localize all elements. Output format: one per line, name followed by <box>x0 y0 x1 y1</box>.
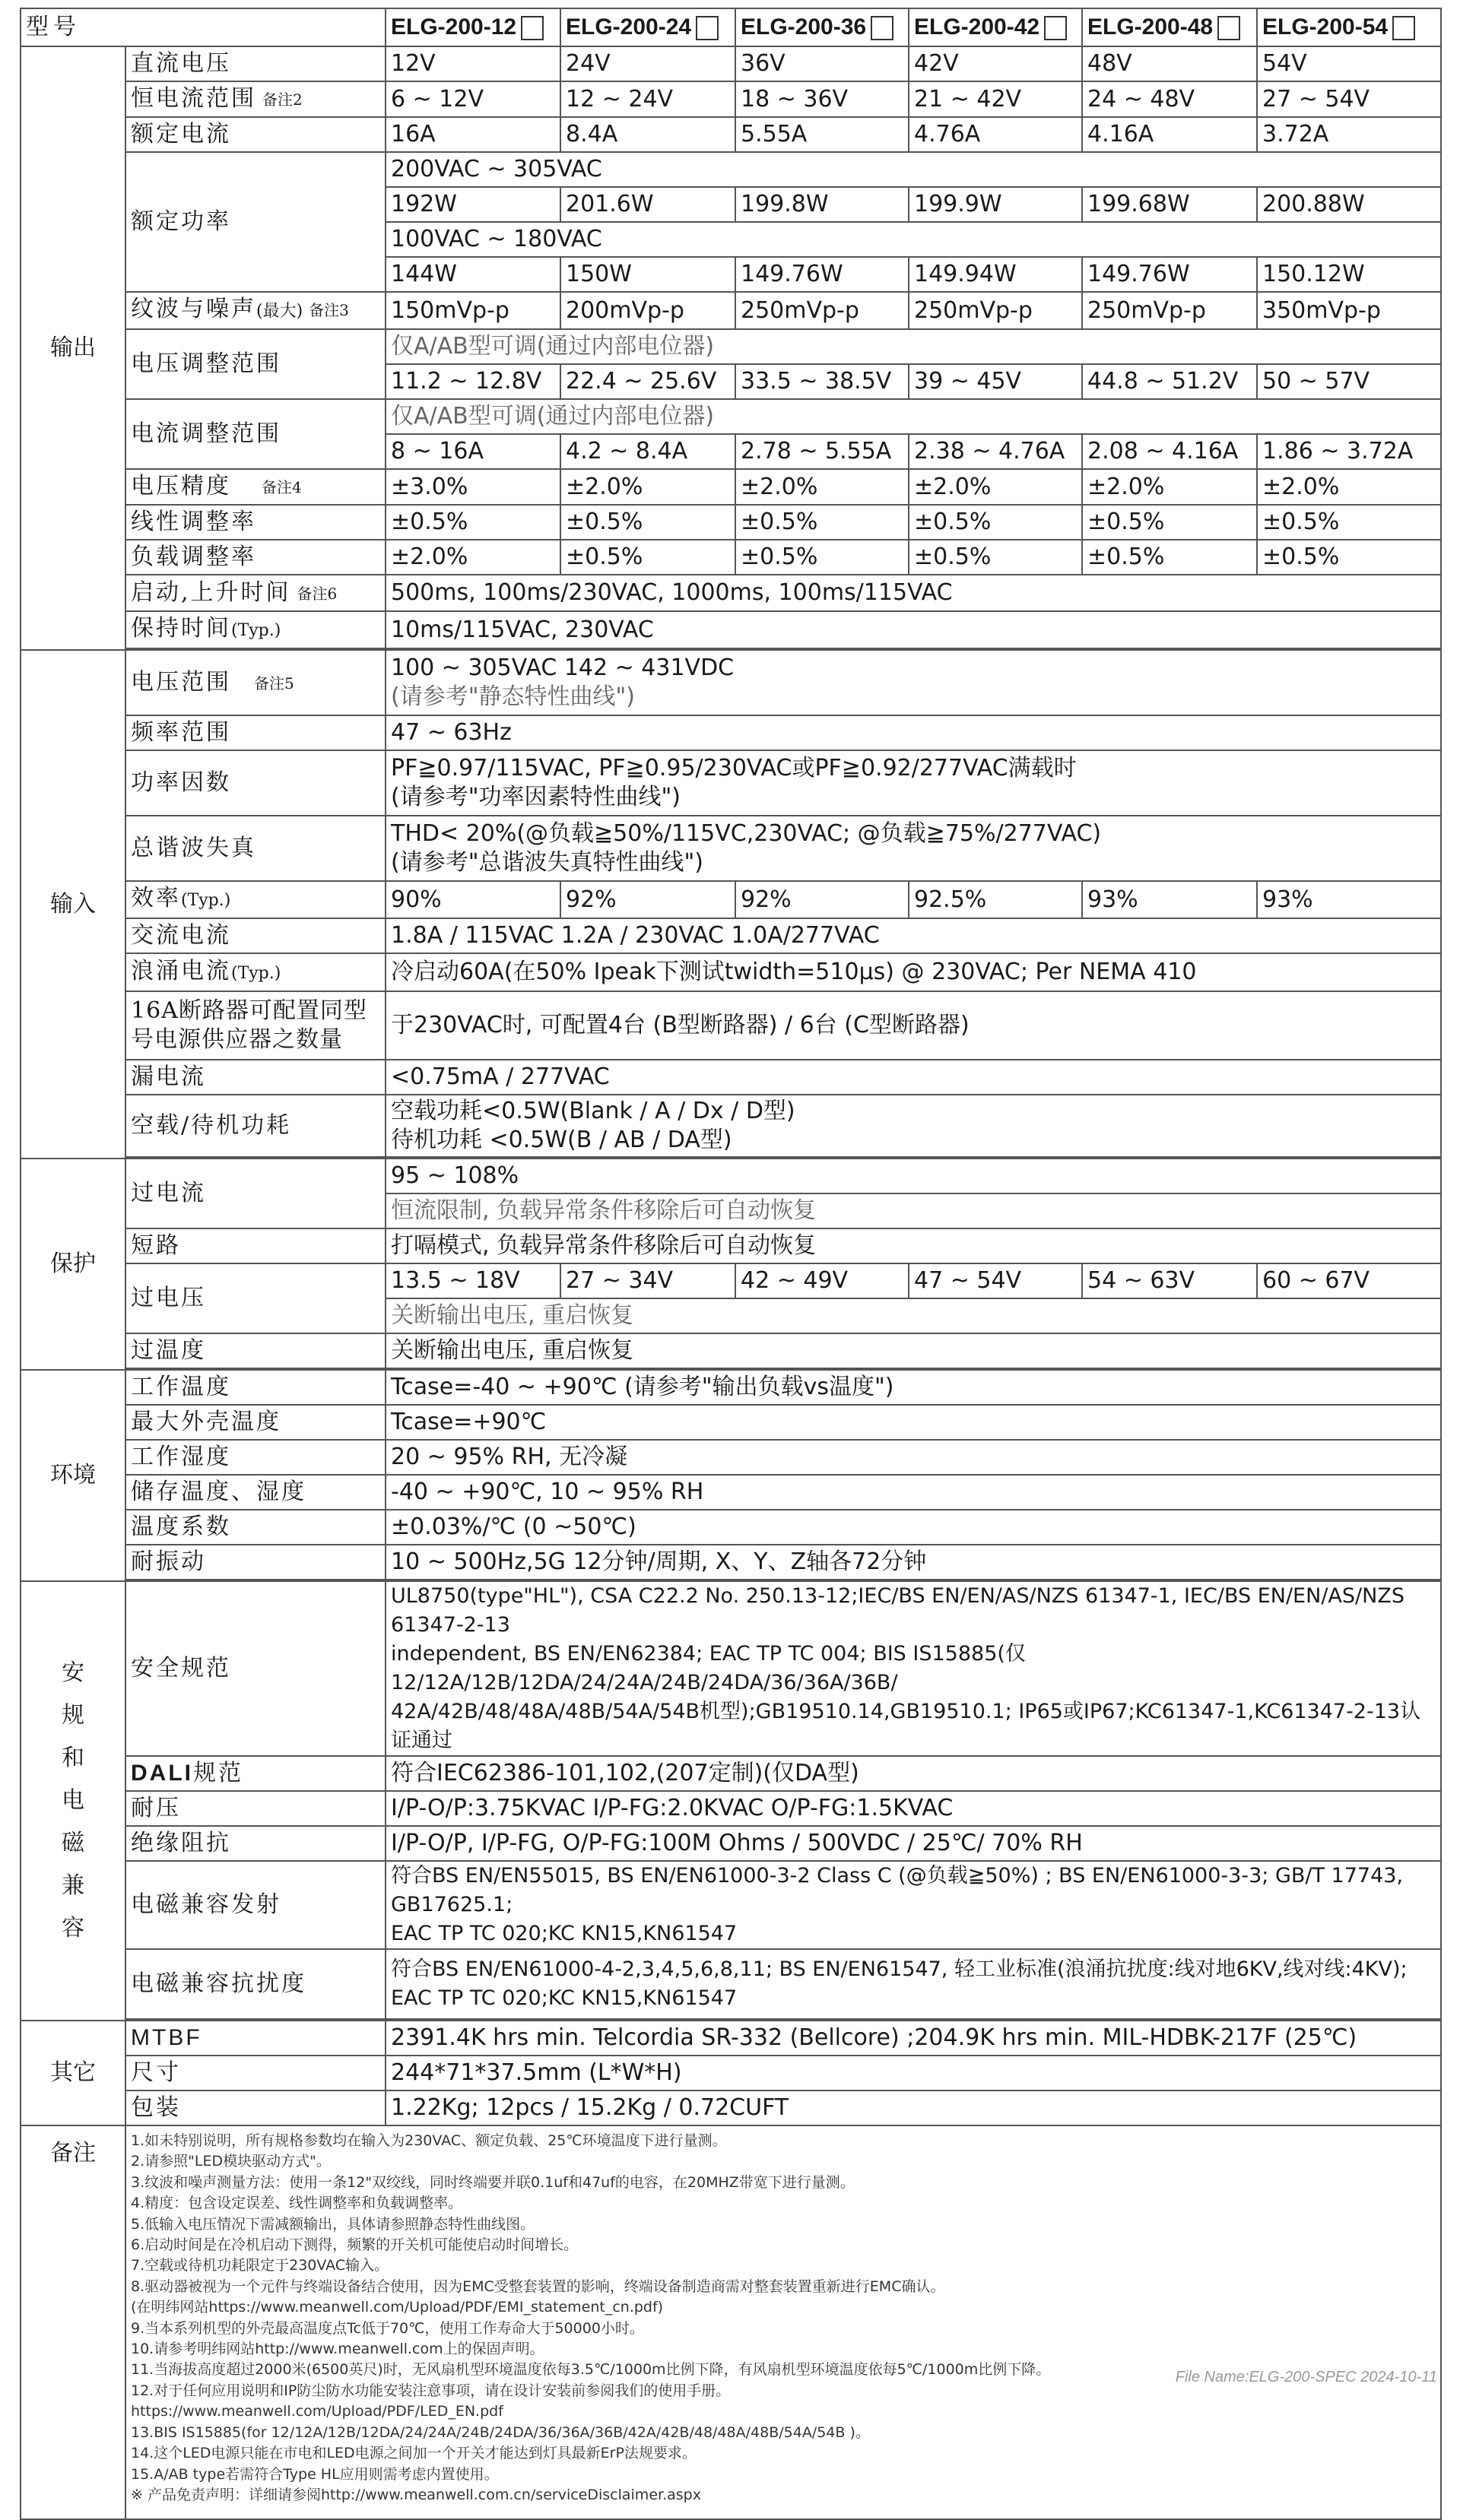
ac-current-value: 1.8A / 115VAC 1.2A / 230VAC 1.0A/277VAC <box>386 918 1441 953</box>
isolation-value: I/P-O/P, I/P-FG, O/P-FG:100M Ohms / 500VDC / 25℃/ 70% RH <box>386 1826 1441 1861</box>
value: 8 ~ 16A <box>386 434 560 469</box>
leakage-value: <0.75mA / 277VAC <box>386 1060 1441 1095</box>
breaker-value: 于230VAC时, 可配置4台 (B型断路器) / 6台 (C型断路器) <box>386 991 1441 1060</box>
value: 36V <box>735 46 909 81</box>
value: 47 ~ 54V <box>909 1263 1082 1298</box>
max-case-label: 最大外壳温度 <box>125 1405 386 1440</box>
value: ±0.5% <box>560 505 735 540</box>
over-temp-label: 过温度 <box>125 1333 386 1368</box>
packing-label: 包装 <box>125 2090 386 2125</box>
dc-voltage-row <box>21 46 1441 81</box>
value: 12V <box>386 46 560 81</box>
value: 3.72A <box>1257 117 1441 152</box>
emc-emission-label: 电磁兼容发射 <box>125 1861 386 1949</box>
inrush-value: 冷启动60A(在50% Ipeak下测试twidth=510μs) @ 230VAC; Per NEMA 410 <box>386 953 1441 991</box>
value: 21 ~ 42V <box>909 81 1082 117</box>
model-42: ELG-200-42 <box>909 8 1082 46</box>
ac-current-row <box>21 918 1441 953</box>
note-line: 7.空载或待机功耗限定于230VAC输入。 <box>131 2257 389 2274</box>
notes-list <box>125 2125 1441 2519</box>
short-row <box>21 1228 1441 1263</box>
working-hum-label: 工作湿度 <box>125 1440 386 1475</box>
rated-current-label: 额定电流 <box>125 117 386 152</box>
hold-row <box>21 611 1441 648</box>
pf-row <box>21 750 1441 816</box>
model-header-row <box>21 8 1441 46</box>
checkbox-icon <box>521 16 544 40</box>
working-temp-row <box>21 1370 1441 1405</box>
pf-value: PF≧0.97/115VAC, PF≧0.95/230VAC或PF≧0.92/277VAC满载时 (请参考"功率因素特性曲线") <box>386 750 1441 816</box>
section-environment: 环境 <box>21 1370 125 1581</box>
temp-coeff-value: ±0.03%/℃ (0 ~50℃) <box>386 1510 1441 1545</box>
value: ±2.0% <box>735 469 909 505</box>
no-load-value: 空载功耗<0.5W(Blank / A / Dx / D型) 待机功耗 <0.5W(B / AB / DA型) <box>386 1095 1441 1157</box>
emc-emission-value: 符合BS EN/EN55015, BS EN/EN61000-3-2 Class C (@负载≧50%) ; BS EN/EN61000-3-3; GB/T 17743, GB17625.1; EAC TP TC 020;KC KN15,KN61547 <box>386 1861 1441 1949</box>
value: 42 ~ 49V <box>735 1263 909 1298</box>
value: 150W <box>560 257 735 292</box>
dc-voltage-label: 直流电压 <box>125 46 386 81</box>
section-others: 其它 <box>21 2021 125 2125</box>
over-temp-value: 关断输出电压, 重启恢复 <box>386 1333 1441 1368</box>
note-line: 15.A/AB type若需符合Type HL应用则需考虑内置使用。 <box>131 2465 499 2483</box>
current-adj-desc: 仅A/AB型可调(通过内部电位器) <box>386 399 1441 434</box>
no-load-label: 空载/待机功耗 <box>125 1095 386 1157</box>
voltage-range-value: 100 ~ 305VAC 142 ~ 431VDC (请参考"静态特性曲线") <box>386 650 1441 715</box>
model-label: 型号 <box>21 8 386 46</box>
ripple-label: 纹波与噪声(最大) 备注3 <box>125 292 386 329</box>
emc-immunity-label: 电磁兼容抗扰度 <box>125 1949 386 2019</box>
over-current-label: 过电流 <box>125 1159 386 1228</box>
value: 2.38 ~ 4.76A <box>909 434 1082 469</box>
value: 18 ~ 36V <box>735 81 909 117</box>
note-line: (在明纬网站https://www.meanwell.com/Upload/PDF/EMI_statement_cn.pdf) <box>131 2299 664 2316</box>
current-adj-row <box>21 399 1441 434</box>
model-54: ELG-200-54 <box>1257 8 1441 46</box>
value: 92% <box>735 881 909 918</box>
value: 93% <box>1082 881 1257 918</box>
value: 149.76W <box>735 257 909 292</box>
note-line: 2.请参照"LED模块驱动方式"。 <box>131 2153 331 2170</box>
value: 22.4 ~ 25.6V <box>560 364 735 399</box>
no-load-row <box>21 1095 1441 1157</box>
value: 200.88W <box>1257 187 1441 222</box>
value: ±0.5% <box>909 540 1082 575</box>
voltage-tol-row <box>21 469 1441 505</box>
model-24: ELG-200-24 <box>560 8 735 46</box>
setup-label: 启动,上升时间 备注6 <box>125 575 386 611</box>
working-hum-value: 20 ~ 95% RH, 无冷凝 <box>386 1440 1441 1475</box>
emc-immunity-value: 符合BS EN/EN61000-4-2,3,4,5,6,8,11; BS EN/EN61547, 轻工业标准(浪涌抗扰度:线对地6KV,线对线:4KV); EAC TP TC 020;KC KN15,KN61547 <box>386 1949 1441 2019</box>
vibration-row <box>21 1545 1441 1580</box>
section-protection: 保护 <box>21 1159 125 1370</box>
voltage-adj-label: 电压调整范围 <box>125 329 386 399</box>
packing-row <box>21 2090 1441 2125</box>
value: 27 ~ 54V <box>1257 81 1441 117</box>
note-line: 3.纹波和噪声测量方法：使用一条12"双绞线，同时终端要并联0.1uf和47uf的电容，在20MHZ带宽下进行量测。 <box>131 2173 855 2191</box>
value: ±2.0% <box>560 469 735 505</box>
ac-current-label: 交流电流 <box>125 918 386 953</box>
note-line: 9.当本系列机型的外壳最高温度点Tc低于70℃，使用工作寿命大于50000小时。 <box>131 2319 644 2337</box>
value: 6 ~ 12V <box>386 81 560 117</box>
value: 48V <box>1082 46 1257 81</box>
value: 2.78 ~ 5.55A <box>735 434 909 469</box>
value: 192W <box>386 187 560 222</box>
value: 149.76W <box>1082 257 1257 292</box>
value: 350mVp-p <box>1257 292 1441 329</box>
efficiency-label: 效率(Typ.) <box>125 881 386 918</box>
value: ±0.5% <box>1082 540 1257 575</box>
load-reg-label: 负载调整率 <box>125 540 386 575</box>
dali-value: 符合IEC62386-101,102,(207定制)(仅DA型) <box>386 1756 1441 1791</box>
packing-value: 1.22Kg; 12pcs / 15.2Kg / 0.72CUFT <box>386 2090 1441 2125</box>
ripple-row <box>21 292 1441 329</box>
value: 11.2 ~ 12.8V <box>386 364 560 399</box>
value: ±2.0% <box>386 540 560 575</box>
short-value: 打嗝模式, 负载异常条件移除后可自动恢复 <box>386 1228 1441 1263</box>
note-line: ※ 产品免责声明：详细请参阅http://www.meanwell.com.cn/serviceDisclaimer.aspx <box>131 2486 701 2503</box>
checkbox-icon <box>696 16 719 40</box>
load-reg-row <box>21 540 1441 575</box>
over-voltage-desc: 关断输出电压, 重启恢复 <box>386 1298 1441 1333</box>
breaker-row <box>21 991 1441 1060</box>
value: 50 ~ 57V <box>1257 364 1441 399</box>
value: 92.5% <box>909 881 1082 918</box>
value: 250mVp-p <box>909 292 1082 329</box>
isolation-row <box>21 1826 1441 1861</box>
thd-row <box>21 816 1441 881</box>
value: 200mVp-p <box>560 292 735 329</box>
rated-power-label: 额定功率 <box>125 152 386 292</box>
dimension-value: 244*71*37.5mm (L*W*H) <box>386 2056 1441 2090</box>
rated-power-row <box>21 152 1441 187</box>
dimension-row <box>21 2056 1441 2090</box>
setup-value: 500ms, 100ms/230VAC, 1000ms, 100ms/115VAC <box>386 575 1441 611</box>
cc-range-row <box>21 81 1441 117</box>
emc-emission-row <box>21 1861 1441 1949</box>
thd-label: 总谐波失真 <box>125 816 386 881</box>
value: ±0.5% <box>1082 505 1257 540</box>
vibration-label: 耐振动 <box>125 1545 386 1580</box>
value: 27 ~ 34V <box>560 1263 735 1298</box>
checkbox-icon <box>1044 16 1067 40</box>
value: 54 ~ 63V <box>1082 1263 1257 1298</box>
breaker-label: 16A断路器可配置同型 号电源供应器之数量 <box>125 991 386 1060</box>
mtbf-value: 2391.4K hrs min. Telcordia SR-332 (Bellcore) ;204.9K hrs min. MIL-HDBK-217F (25℃) <box>386 2021 1441 2056</box>
working-hum-row <box>21 1440 1441 1475</box>
model-36: ELG-200-36 <box>735 8 909 46</box>
value: 8.4A <box>560 117 735 152</box>
short-label: 短路 <box>125 1228 386 1263</box>
value: 44.8 ~ 51.2V <box>1082 364 1257 399</box>
vibration-value: 10 ~ 500Hz,5G 12分钟/周期, X、Y、Z轴各72分钟 <box>386 1545 1441 1580</box>
note-line: 10.请参考明纬网站http://www.meanwell.com上的保固声明。 <box>131 2341 544 2358</box>
value: 149.94W <box>909 257 1082 292</box>
value: 250mVp-p <box>735 292 909 329</box>
value: 90% <box>386 881 560 918</box>
checkbox-icon <box>1217 16 1240 40</box>
mtbf-row <box>21 2021 1441 2056</box>
value: 150mVp-p <box>386 292 560 329</box>
withstand-label: 耐压 <box>125 1791 386 1826</box>
note-line: 6.启动时间是在冷机启动下测得，频繁的开关机可能使启动时间增长。 <box>131 2236 579 2254</box>
value: ±0.5% <box>735 505 909 540</box>
value: 42V <box>909 46 1082 81</box>
value: 24V <box>560 46 735 81</box>
section-safety: 安规和电磁兼容 <box>21 1581 125 2021</box>
over-current-value: 95 ~ 108% <box>386 1159 1441 1193</box>
value: 33.5 ~ 38.5V <box>735 364 909 399</box>
value: 1.86 ~ 3.72A <box>1257 434 1441 469</box>
section-notes: 备注 <box>21 2125 125 2519</box>
checkbox-icon <box>1392 16 1415 40</box>
value: ±2.0% <box>909 469 1082 505</box>
line-reg-row <box>21 505 1441 540</box>
withstand-value: I/P-O/P:3.75KVAC I/P-FG:2.0KVAC O/P-FG:1.5KVAC <box>386 1791 1441 1826</box>
leakage-label: 漏电流 <box>125 1060 386 1095</box>
value: 199.9W <box>909 187 1082 222</box>
storage-value: -40 ~ +90℃, 10 ~ 95% RH <box>386 1475 1441 1510</box>
storage-row <box>21 1475 1441 1510</box>
value: 4.76A <box>909 117 1082 152</box>
setup-row <box>21 575 1441 611</box>
value: ±3.0% <box>386 469 560 505</box>
over-current-desc: 恒流限制, 负载异常条件移除后可自动恢复 <box>386 1193 1441 1228</box>
value: ±0.5% <box>560 540 735 575</box>
note-line: 4.精度：包含设定误差、线性调整率和负载调整率。 <box>131 2195 463 2212</box>
value: 13.5 ~ 18V <box>386 1263 560 1298</box>
over-voltage-label: 过电压 <box>125 1263 386 1333</box>
value: ±0.5% <box>1257 540 1441 575</box>
standards-row <box>21 1581 1441 1756</box>
max-case-value: Tcase=+90℃ <box>386 1405 1441 1440</box>
spec-table <box>20 8 1442 2520</box>
section-input: 输入 <box>21 650 125 1159</box>
power-range-2: 100VAC ~ 180VAC <box>386 222 1441 257</box>
value: ±0.5% <box>1257 505 1441 540</box>
value: 4.2 ~ 8.4A <box>560 434 735 469</box>
max-case-row <box>21 1405 1441 1440</box>
note-line: 5.低输入电压情况下需减额输出，具体请参照静态特性曲线图。 <box>131 2215 535 2233</box>
notes-row <box>21 2125 1441 2519</box>
power-range-1: 200VAC ~ 305VAC <box>386 152 1441 187</box>
value: ±2.0% <box>1257 469 1441 505</box>
rated-current-row <box>21 117 1441 152</box>
model-48: ELG-200-48 <box>1082 8 1257 46</box>
value: ±0.5% <box>386 505 560 540</box>
working-temp-value: Tcase=-40 ~ +90℃ (请参考"输出负载vs温度") <box>386 1370 1441 1405</box>
temp-coeff-row <box>21 1510 1441 1545</box>
note-line: https://www.meanwell.com/Upload/PDF/LED_EN.pdf <box>131 2403 503 2420</box>
hold-value: 10ms/115VAC, 230VAC <box>386 611 1441 648</box>
temp-coeff-label: 温度系数 <box>125 1510 386 1545</box>
storage-label: 储存温度、湿度 <box>125 1475 386 1510</box>
dimension-label: 尺寸 <box>125 2056 386 2090</box>
value: ±2.0% <box>1082 469 1257 505</box>
checkbox-icon <box>871 16 893 40</box>
value: 201.6W <box>560 187 735 222</box>
inrush-row <box>21 953 1441 991</box>
note-line: 11.当海拔高度超过2000米(6500英尺)时，无风扇机型环境温度依每3.5℃/1000m比例下降，有风扇机型环境温度依每5℃/1000m比例下降。 <box>131 2361 1051 2379</box>
value: 12 ~ 24V <box>560 81 735 117</box>
dali-label: DALI规范 <box>125 1756 386 1791</box>
over-temp-row <box>21 1333 1441 1368</box>
value: 39 ~ 45V <box>909 364 1082 399</box>
mtbf-label: MTBF <box>125 2021 386 2056</box>
value: 60 ~ 67V <box>1257 1263 1441 1298</box>
model-12: ELG-200-12 <box>386 8 560 46</box>
voltage-tol-label: 电压精度 备注4 <box>125 469 386 505</box>
inrush-label: 浪涌电流(Typ.) <box>125 953 386 991</box>
voltage-adj-row <box>21 329 1441 364</box>
note-line: 1.如未特别说明，所有规格参数均在输入为230VAC、额定负载、25℃环境温度下进行量测。 <box>131 2132 727 2149</box>
value: 4.16A <box>1082 117 1257 152</box>
note-line: 13.BIS IS15885(for 12/12A/12B/12DA/24/24A/24B/24DA/36/36A/36B/42A/42B/48/48A/48B/54A/54B )。 <box>131 2423 870 2441</box>
standards-label: 安全规范 <box>125 1581 386 1756</box>
thd-value: THD< 20%(@负载≧50%/115VC,230VAC; @负载≧75%/277VAC) (请参考"总谐波失真特性曲线") <box>386 816 1441 881</box>
pf-label: 功率因数 <box>125 750 386 816</box>
value: 250mVp-p <box>1082 292 1257 329</box>
voltage-range-row <box>21 650 1441 715</box>
freq-row <box>21 715 1441 750</box>
over-voltage-row <box>21 1263 1441 1298</box>
line-reg-label: 线性调整率 <box>125 505 386 540</box>
value: 199.8W <box>735 187 909 222</box>
value: 5.55A <box>735 117 909 152</box>
standards-value: UL8750(type"HL"), CSA C22.2 No. 250.13-12;IEC/BS EN/EN/AS/NZS 61347-1, IEC/BS EN/EN/AS/NZS 61347-2-13 independent, BS EN/EN62384; EAC TP TC 004; BIS IS15885(仅12/12A/12B/12DA/24/24A/24B/24DA/36/36A/36B/ 42A/42B/48/48A/48B/54A/54B机型);GB19510.14,GB19510.1; IP65或IP67;KC61347-1,KC61347-2-13认证通过 <box>386 1581 1441 1756</box>
emc-immunity-row <box>21 1949 1441 2019</box>
value: 150.12W <box>1257 257 1441 292</box>
file-name-footer: File Name:ELG-200-SPEC 2024-10-11 <box>1175 2369 1437 2385</box>
value: 144W <box>386 257 560 292</box>
voltage-range-label: 电压范围 备注5 <box>125 650 386 715</box>
over-current-row <box>21 1159 1441 1193</box>
value: 93% <box>1257 881 1441 918</box>
leakage-row <box>21 1060 1441 1095</box>
freq-value: 47 ~ 63Hz <box>386 715 1441 750</box>
section-output: 输出 <box>21 46 125 650</box>
working-temp-label: 工作温度 <box>125 1370 386 1405</box>
efficiency-row <box>21 881 1441 918</box>
value: ±0.5% <box>735 540 909 575</box>
note-line: 12.对于任何应用说明和IP防尘防水功能安装注意事项，请在设计安装前参阅我们的使用手册。 <box>131 2382 731 2399</box>
cc-range-label: 恒电流范围 备注2 <box>125 81 386 117</box>
value: 199.68W <box>1082 187 1257 222</box>
value: 24 ~ 48V <box>1082 81 1257 117</box>
isolation-label: 绝缘阻抗 <box>125 1826 386 1861</box>
current-adj-label: 电流调整范围 <box>125 399 386 469</box>
value: 2.08 ~ 4.16A <box>1082 434 1257 469</box>
withstand-row <box>21 1791 1441 1826</box>
value: 92% <box>560 881 735 918</box>
note-line: 8.驱动器被视为一个元件与终端设备结合使用，因为EMC受整套装置的影响，终端设备制造商需对整套装置重新进行EMC确认。 <box>131 2278 945 2295</box>
freq-label: 频率范围 <box>125 715 386 750</box>
value: ±0.5% <box>909 505 1082 540</box>
value: 54V <box>1257 46 1441 81</box>
hold-label: 保持时间(Typ.) <box>125 611 386 648</box>
value: 16A <box>386 117 560 152</box>
dali-row <box>21 1756 1441 1791</box>
note-line: 14.这个LED电源只能在市电和LED电源之间加一个开关才能达到灯具最新ErP法规要求。 <box>131 2445 697 2462</box>
voltage-adj-desc: 仅A/AB型可调(通过内部电位器) <box>386 329 1441 364</box>
